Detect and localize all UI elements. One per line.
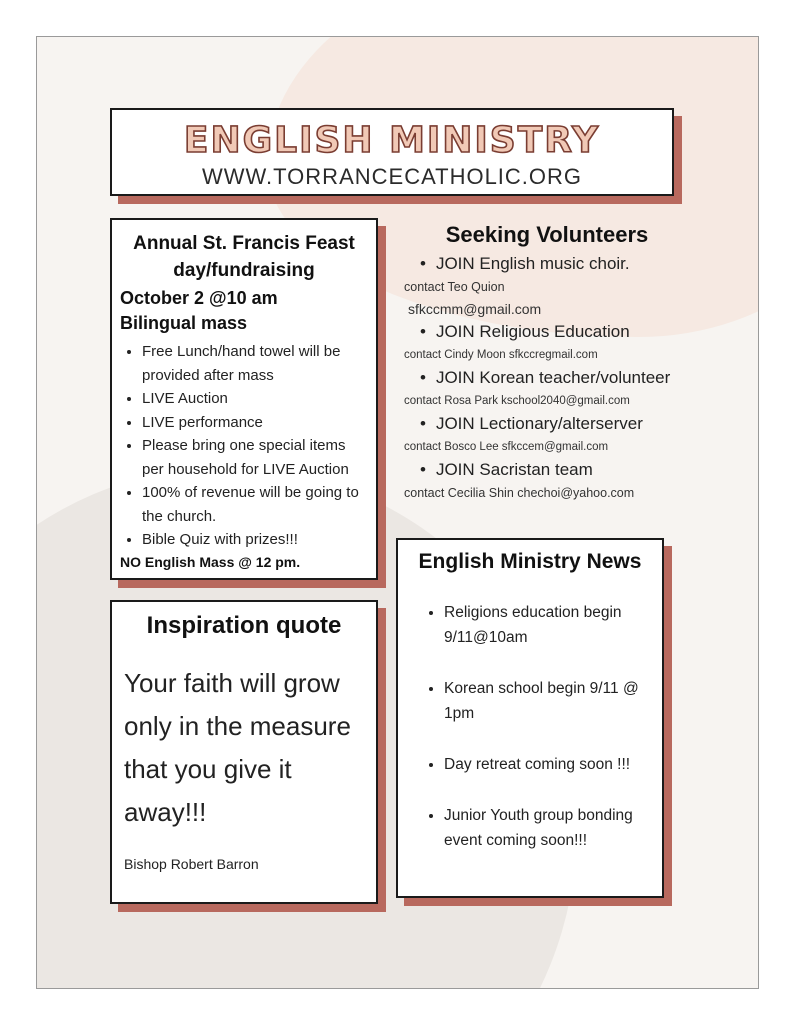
feast-card	[110, 218, 378, 580]
ministry-title: ENGLISH MINISTRY	[183, 120, 601, 161]
list-item: • LIVE performance	[142, 411, 368, 435]
list-item: • Please bring one special items per household for LIVE Auction	[142, 434, 368, 481]
list-item	[404, 458, 688, 504]
quote-author: Bishop Robert Barron	[124, 856, 259, 872]
volunteer-join: JOIN Sacristan team	[435, 460, 593, 479]
list-item: • LIVE Auction	[142, 387, 368, 411]
volunteer-contact: contact Rosa Park kschool2040@gmail.com	[404, 395, 630, 407]
feast-note: NO English Mass @ 12 pm.	[120, 553, 301, 570]
volunteer-contact: contact Cecilia Shin chechoi@yahoo.com	[404, 486, 635, 500]
volunteer-email: sfkccmm@gmail.com	[408, 301, 542, 317]
website-url: WWW.TORRANCECATHOLIC.ORG	[201, 164, 583, 189]
volunteer-join: JOIN Korean teacher/volunteer	[435, 368, 671, 387]
feast-list	[120, 340, 368, 552]
feast-mass: Bilingual mass	[120, 313, 248, 333]
volunteer-join: JOIN Religious Education	[435, 322, 630, 341]
list-item: • Bible Quiz with prizes!!!	[142, 528, 368, 552]
bullet-icon: •	[420, 322, 426, 341]
list-item: • Free Lunch/hand towel will be provided after mass	[142, 340, 368, 387]
bullet-icon: •	[420, 414, 426, 433]
list-item: • Religions education begin 9/11@10am	[444, 600, 656, 650]
list-item: • Junior Youth group bonding event coming soon!!!	[444, 803, 656, 853]
header-card	[110, 108, 674, 196]
list-item: • Day retreat coming soon !!!	[444, 752, 656, 777]
quote-card	[110, 600, 378, 904]
list-item	[404, 320, 688, 366]
volunteers-list	[404, 252, 688, 504]
list-item: • Korean school begin 9/11 @ 1pm	[444, 676, 656, 726]
volunteer-join: JOIN Lectionary/alterserver	[435, 414, 643, 433]
news-card	[396, 538, 664, 898]
list-item: • 100% of revenue will be going to the church.	[142, 481, 368, 528]
bullet-icon: •	[420, 460, 426, 479]
volunteer-join: JOIN English music choir.	[435, 254, 630, 273]
list-item	[404, 366, 688, 412]
volunteer-contact: contact Cindy Moon sfkccregmail.com	[404, 349, 598, 361]
volunteers-title: Seeking Volunteers	[445, 222, 649, 247]
bullet-icon: •	[420, 368, 426, 387]
list-item	[404, 412, 688, 458]
news-list	[404, 600, 656, 853]
quote-title: Inspiration quote	[146, 612, 342, 639]
news-title: English Ministry News	[418, 550, 642, 573]
volunteer-contact: contact Bosco Lee sfkccem@gmail.com	[404, 441, 609, 453]
feast-date: October 2 @10 am	[120, 288, 278, 308]
volunteers-section	[404, 222, 688, 504]
bullet-icon: •	[420, 254, 426, 273]
volunteer-contact: contact Teo Quion	[404, 280, 505, 294]
quote-text: Your faith will grow only in the measure that you give it away!!!	[124, 668, 351, 827]
feast-title: Annual St. Francis Feast day/fundraising	[133, 233, 355, 281]
list-item	[404, 252, 688, 320]
